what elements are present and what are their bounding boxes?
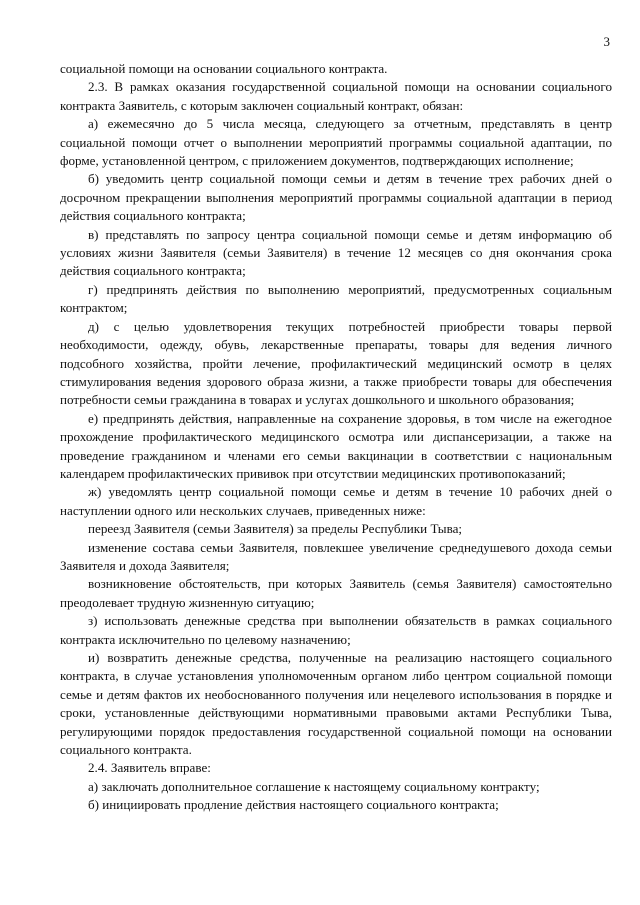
- document-body: [60, 60, 612, 815]
- paragraph-case-family-change: изменение состава семьи Заявителя, повлекшее увеличение среднедушевого дохода семьи Заявителя и дохода Заявителя;: [60, 539, 612, 573]
- paragraph-case-circumstances: возникновение обстоятельств, при которых Заявитель (семья Заявителя) самостоятельно преодолевает трудную жизненную ситуацию;: [60, 576, 612, 610]
- paragraph-item-zh: ж) уведомлять центр социальной помощи семье и детям в течение 10 рабочих дней о наступлении одного или нескольких случаев, приведенных ниже:: [60, 484, 612, 518]
- page-number: 3: [603, 34, 610, 49]
- paragraph-2-4: 2.4. Заявитель вправе:: [88, 760, 211, 776]
- paragraph-item-i: и) возвратить денежные средства, полученные на реализацию настоящего социального контракта, в случае установления уполномоченным органом либо центром социальной помощи семье и детям фактов их необоснованного получения или нецелевого использования в порядке и сроки, установленные действующими нормативными правовыми актами Республики Тыва, регулирующими порядок предоставления государственной социальной помощи на основании социального контракта.: [60, 650, 612, 758]
- paragraph-item-g: г) предпринять действия по выполнению мероприятий, предусмотренных социальным контрактом;: [60, 281, 612, 316]
- paragraph-item-b: б) уведомить центр социальной помощи семьи и детям в течение трех рабочих дней о досрочном прекращении выполнения мероприятий программы социальной адаптации в период действия социального контракта;: [60, 171, 612, 224]
- paragraph-2-3: 2.3. В рамках оказания государственной социальной помощи на основании социального контракта Заявитель, с которым заключен социальный контракт, обязан:: [60, 79, 612, 113]
- paragraph-item-a: а) ежемесячно до 5 числа месяца, следующего за отчетным, представлять в центр социальной помощи отчет о выполнении мероприятий программы социальной адаптации, по форме, установленной центром, с приложением документов, подтверждающих исполнение;: [60, 116, 612, 169]
- paragraph-item-d: д) с целью удовлетворения текущих потребностей приобрести товары первой необходимости, одежду, обувь, лекарственные препараты, товары для ведения личного подсобного хозяйства, пройти лечение, профилактический медицинский осмотр в целях стимулирования ведения здорового образа жизни, а также приобрести товары для обеспечения потребности семьи гражданина в товарах и услугах дошкольного и школьного образования;: [60, 318, 612, 408]
- paragraph-continuation: социальной помощи на основании социального контракта.: [60, 61, 388, 76]
- paragraph-item-v: в) представлять по запросу центра социальной помощи семье и детям информацию об условиях жизни Заявителя (семьи Заявителя) в течение 12 месяцев со дня окончания срока действия социального контракта;: [60, 226, 612, 279]
- paragraph-case-relocation: переезд Заявителя (семьи Заявителя) за пределы Республики Тыва;: [88, 521, 463, 537]
- paragraph-right-b: б) инициировать продление действия настоящего социального контракта;: [88, 797, 499, 813]
- paragraph-right-a: а) заключать дополнительное соглашение к настоящему социальному контракту;: [88, 778, 540, 794]
- paragraph-item-e: е) предпринять действия, направленные на сохранение здоровья, в том числе на ежегодное прохождение профилактического медицинского осмотра или диспансеризации, а также на проведение гражданином и членами его семьи вакцинации в соответствии с национальным календарем профилактических прививок при отсутствии медицинских противопоказаний;: [60, 410, 612, 481]
- paragraph-item-z: з) использовать денежные средства при выполнении обязательств в рамках социального контракта исключительно по целевому назначению;: [60, 613, 612, 647]
